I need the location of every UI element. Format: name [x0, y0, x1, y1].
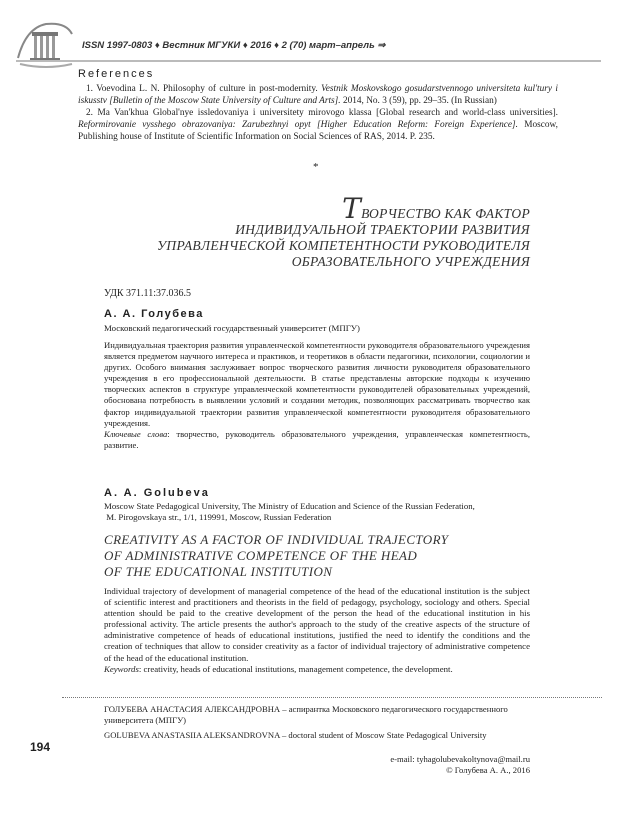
section-separator: * [313, 161, 319, 173]
author-email[interactable]: e-mail: tyhagolubevakoltynova@mail.ru [390, 754, 530, 764]
abstract-ru: Индивидуальная траектория развития управленческой компетентности руководителя образовательного учреждения является предметом научного интереса и практиков, и теоретиков в области педагогики, психологии, социологии и других. Особого внимания заслуживает вопрос творческого развития личности руководителя образовательного учреждения в его профессиональной деятельности. В статье представлены авторские подходы к изучению творческих аспектов в структуре управленческой компетентности руководителей образовательных учреждений, обоснована потребность в выявлении условий и создании методик, позволяющих рассматривать творчество как фактор индивидуальной траектории развития управленческой компетентности руководителя образовательного учреждения. Ключевые слова: творчество, руководитель образовательного учреждения, управленческая компетентность, развитие. [104, 340, 530, 450]
references-list [78, 83, 558, 143]
author-name-ru: А. А. Голубева [104, 308, 204, 320]
header-divider [16, 60, 601, 62]
keywords-ru: Ключевые слова: творчество, руководитель образовательного учреждения, управленческая компетентность, развитие. [104, 428, 530, 450]
udk-code: УДК 371.11:37.036.5 [104, 288, 191, 299]
abstract-en: Individual trajectory of development of managerial competence of the head of the educational institution is the subject of scientific interest and practitioners and theorists in the field of pedagogy, psychology, sociology and others. Special attention should be paid to the creative development of the person the head of the educational institution in his professional activity. The article presents the author's approach to the study of the creative aspects of the structure of administrative competence of heads of educational institutions, justified the need to identify the conditions and the creation of techniques that allow to consider creativity as a factor of individual trajectory of administrative competence of the head of the educational institution. Keywords: creativity, heads of educational institutions, management competence, the development. [104, 586, 530, 674]
journal-logo-icon [16, 18, 74, 70]
running-header: ISSN 1997-0803 ♦ Вестник МГУКИ ♦ 2016 ♦ 2 (70) март–апрель ⇒ [82, 40, 386, 51]
reference-item: 1. Voevodina L. N. Philosophy of culture in post-modernity. Vestnik Moskovskogo gosudarstvennogo universiteta kul'tury i iskusstv [Bulletin of the Moscow State University of Culture and Arts]. 2014, No. 3 (59), pp. 29–35. (In Russian) [78, 84, 559, 106]
footnote-author-ru: ГОЛУБЕВА АНАСТАСИЯ АЛЕКСАНДРОВНА – аспирантка Московского педагогического государственного университета (МПГУ) [104, 704, 508, 725]
keywords-en: Keywords: creativity, heads of educational institutions, management competence, the development. [104, 663, 453, 674]
author-name-en: A. A. Golubeva [104, 487, 210, 499]
footnote-contact [390, 754, 530, 776]
title-dropcap: Т [342, 192, 362, 225]
references-title: References [78, 68, 155, 80]
page-number: 194 [30, 740, 51, 754]
copyright: © Голубева А. А., 2016 [446, 765, 530, 775]
article-title-en: CREATIVITY AS A FACTOR OF INDIVIDUAL TRAJECTORY OF ADMINISTRATIVE COMPETENCE OF THE HEAD OF THE EDUCATIONAL INSTITUTION [104, 532, 449, 579]
reference-item: 2. Ma Van'khua Global'nye issledovaniya i universitety mirovogo klassa [Global research and world-class universities]. Reformirovanie vysshego obrazovaniya: Zarubezhnyi opyt [Higher Education Reform: Foreign Experience]. Moscow, Publishing house of Institute of Scientific Information on Social Sciences of RAS, 2014. P. 235. [78, 108, 558, 142]
footnote-author-en: GOLUBEVA ANASTASIIA ALEKSANDROVNA – doctoral student of Moscow State Pedagogical University [104, 730, 487, 740]
article-title-ru: ТВОРЧЕСТВО КАК ФАКТОР ИНДИВИДУАЛЬНОЙ ТРАЕКТОРИИ РАЗВИТИЯ УПРАВЛЕНЧЕСКОЙ КОМПЕТЕНТНОСТИ РУКОВОДИТЕЛЯ ОБРАЗОВАТЕЛЬНОГО УЧРЕЖДЕНИЯ [157, 192, 530, 269]
author-affiliation-ru: Московский педагогический государственный университет (МПГУ) [104, 323, 360, 333]
footnote-divider [62, 697, 602, 698]
author-affiliation-en: Moscow State Pedagogical University, The Ministry of Education and Science of the Russian Federation, M. Pirogovskaya str., 1/1, 119991, Moscow, Russian Federation [104, 501, 475, 522]
